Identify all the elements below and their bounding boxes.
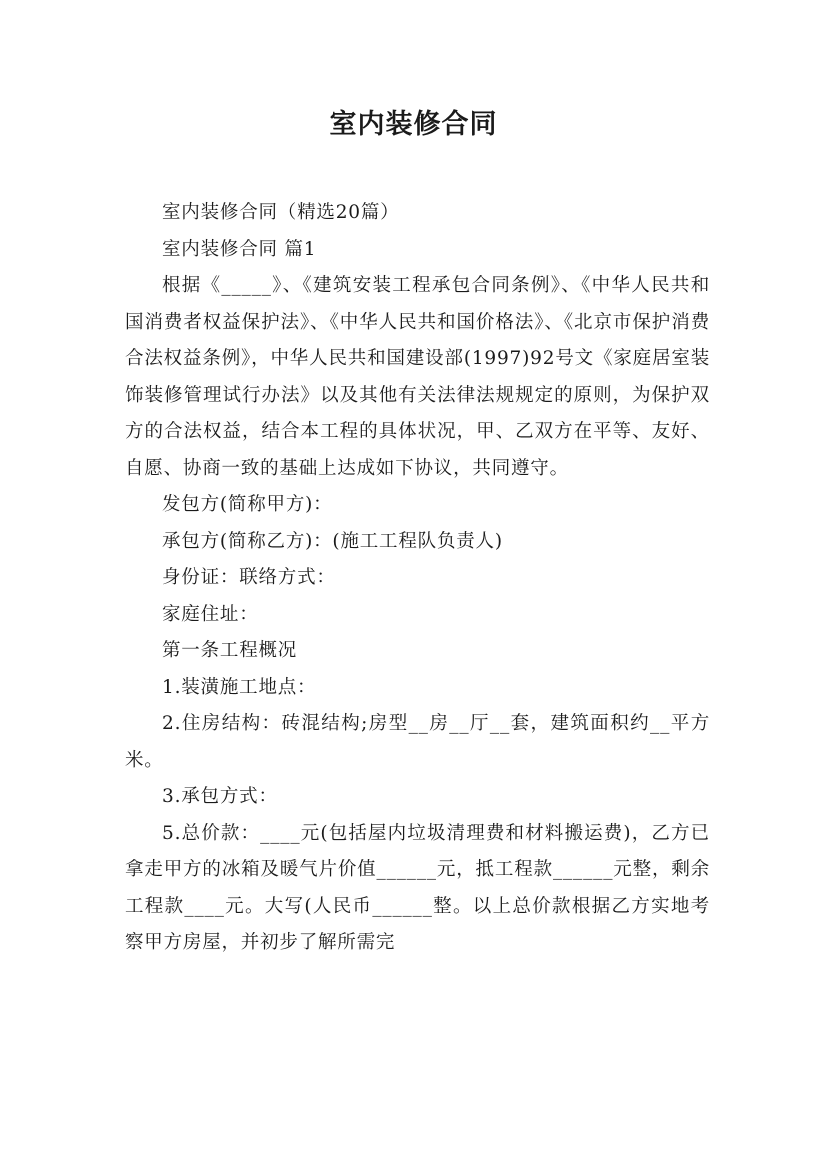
paragraph-preamble: 根据《_____》、《建筑安装工程承包合同条例》、《中华人民共和国消费者权益保护法》、《中华人民共和国价格法》、《北京市保护消费合法权益条例》，中华人民共和国建设部(1997)92号文《家庭居室装饰装修管理试行办法》以及其他有关法律法规规定的原则，为保护双方的合法权益，结合本工程的具体状况，甲、乙双方在平等、友好、自愿、协商一致的基础上达成如下协议，共同遵守。 — [125, 275, 710, 479]
paragraph-subtitle: 室内装修合同（精选20篇） — [162, 202, 400, 223]
paragraph-party-a: 发包方(简称甲方)： — [162, 494, 333, 515]
paragraph-party-b: 承包方(简称乙方)：(施工工程队负责人) — [162, 530, 503, 552]
document-title: 室内装修合同 — [329, 109, 498, 140]
paragraph-item-3: 3.承包方式： — [162, 786, 278, 807]
paragraph-item-1: 1.装潢施工地点： — [162, 676, 317, 698]
paragraph-section-heading: 室内装修合同 篇1 — [162, 238, 317, 260]
paragraph-id-contact: 身份证：联络方式： — [162, 567, 336, 588]
paragraph-article-1: 第一条工程概况 — [162, 640, 298, 661]
paragraph-address: 家庭住址： — [162, 603, 259, 625]
paragraph-item-5: 5.总价款：____元(包括屋内垃圾清理费和材料搬运费)，乙方已拿走甲方的冰箱及暖气片价值______元，抵工程款______元整，剩余工程款____元。大写(人民币______整。以上总价款根据乙方实地考察甲方房屋，并初步了解所需完 — [125, 822, 710, 953]
paragraph-item-2: 2.住房结构：砖混结构;房型__房__厅__套，建筑面积约__平方米。 — [125, 713, 710, 771]
document-body — [125, 195, 710, 962]
